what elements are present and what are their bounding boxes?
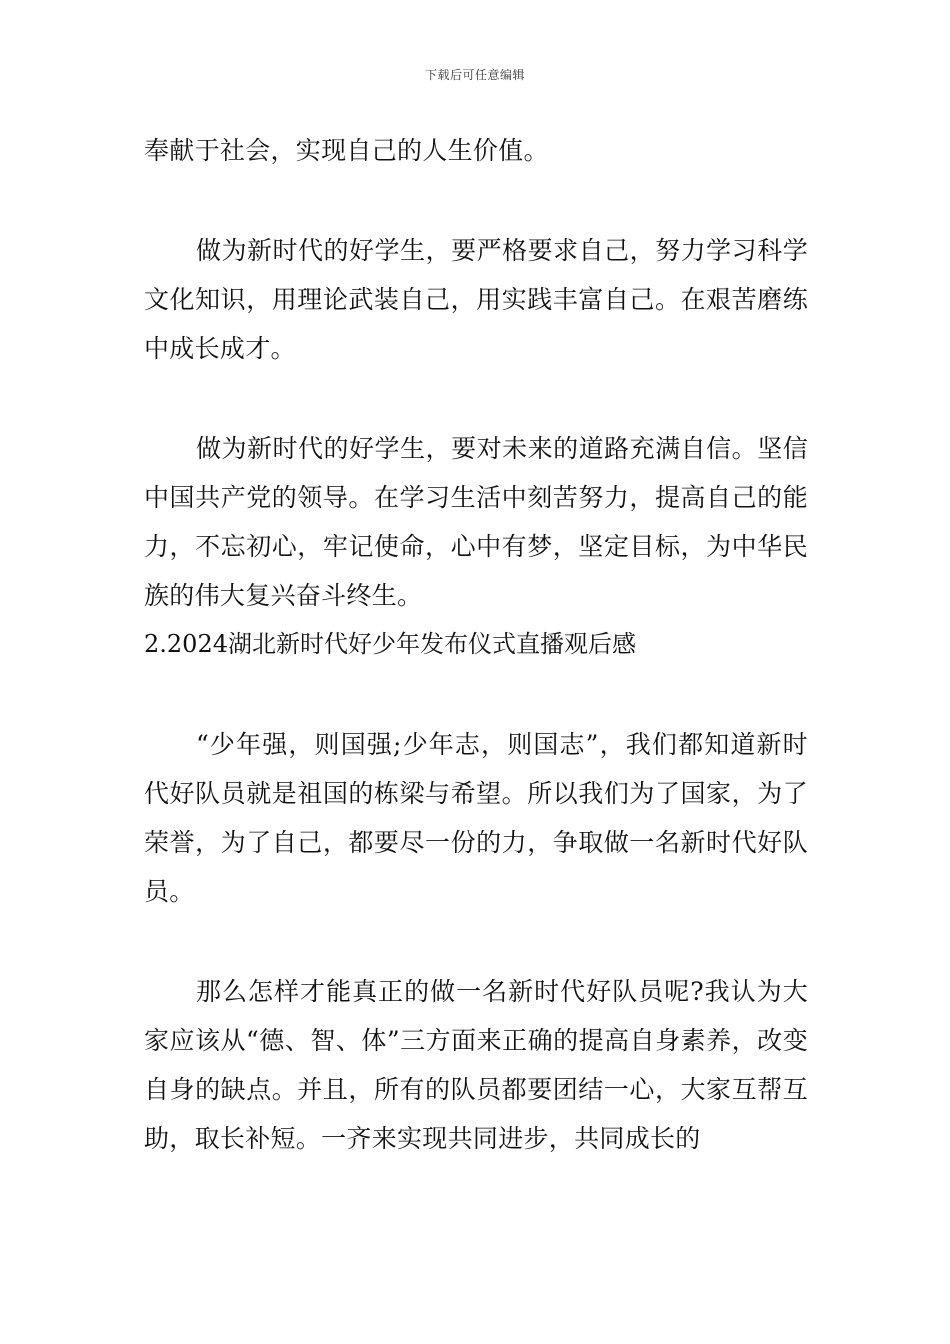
- section-heading: 2.2024湖北新时代好少年发布仪式直播观后感: [144, 630, 636, 658]
- paragraph-study-hard: 做为新时代的好学生，要严格要求自己，努力学习科学文化知识，用理论武装自己，用实践丰富自己。在艰苦磨练中成长成才。: [144, 236, 808, 363]
- document-body: [144, 126, 808, 1163]
- paragraph-confidence: 做为新时代的好学生，要对未来的道路充满自信。坚信中国共产党的领导。在学习生活中刻苦努力，提高自己的能力，不忘初心，牢记使命，心中有梦，坚定目标，为中华民族的伟大复兴奋斗终生。: [144, 434, 808, 610]
- paragraph-continuation: 奉献于社会，实现自己的人生价值。: [144, 136, 549, 165]
- page-header-note: 下载后可任意编辑: [424, 68, 525, 82]
- paragraph-how-to-be-good-member: 那么怎样才能真正的做一名新时代好队员呢?我认为大家应该从“德、智、体”三方面来正确的提高自身素养，改变自身的缺点。并且，所有的队员都要团结一心，大家互帮互助，取长补短。一齐来实现共同进步，共同成长的: [144, 977, 808, 1153]
- paragraph-youth-strong: “少年强，则国强;少年志，则国志”，我们都知道新时代好队员就是祖国的栋梁与希望。所以我们为了国家，为了荣誉，为了自己，都要尽一份的力，争取做一名新时代好队员。: [144, 730, 808, 906]
